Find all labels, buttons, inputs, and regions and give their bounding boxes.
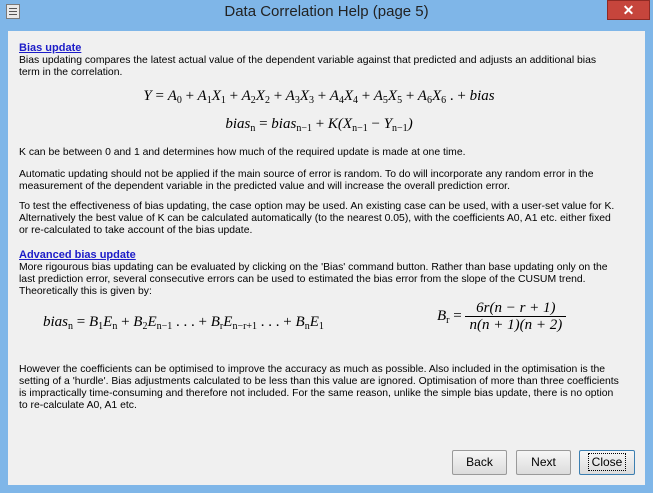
help-content-panel bbox=[8, 31, 645, 485]
window-title: Data Correlation Help (page 5) bbox=[224, 3, 429, 20]
br-denominator: n(n + 1)(n + 2) bbox=[469, 317, 563, 333]
eq-bias-lhs: bias bbox=[225, 116, 251, 132]
equation-br: $B_r$ = $\frac{6r(n - r + 1)}{n(n + 1)(n + 2)}$ bbox=[437, 302, 566, 331]
advanced-equations-row bbox=[19, 298, 619, 356]
equation-bias-advanced: bias$_n$ = $B_1E_n + B_2E_{n-1}$ . . . + $B_rE_{n-r+1}$ . . . + $B_nE_1$ bbox=[43, 314, 324, 332]
back-button[interactable]: Back bbox=[452, 450, 507, 475]
title-bar[interactable] bbox=[0, 0, 653, 24]
help-text bbox=[19, 42, 619, 412]
optimisation-text: However the coefficients can be optimised to improve the accuracy as much as possible. Also included in the optimisation is the setting of a 'hurdle'. Bias adjustments calculated to be less than this value are ignored. Optimisation of more than three coefficients is impractically time-consuming and therefore not included. For the same reason, unlike the simple bias update, there is no option to re-calculate A0, A1 etc. bbox=[19, 364, 619, 411]
auto-update-text: Automatic updating should not be applied if the main source of error is random. To do will incorporate any random error in the measurement of the dependent variable in the predicted value and will increase the overall prediction error. bbox=[19, 169, 594, 192]
test-effectiveness-text: To test the effectiveness of bias updating, the case option may be used. An existing case can be used, with a user-set value for K. Alternatively the best value of K can be calculated automatically (to the nearest 0.05), with the coefficients A0, A1 etc. either fixed or re-calculated to take account of the bias update. bbox=[19, 201, 615, 236]
bias-update-intro: Bias updating compares the latest actual value of the dependent variable against that predicted and adjusts an additional bias term in the correlation. bbox=[19, 55, 597, 78]
k-range-text: K can be between 0 and 1 and determines how much of the required update is made at one time. bbox=[19, 147, 466, 158]
eq-br-lhs: B bbox=[437, 307, 447, 324]
close-button-label: Close bbox=[591, 455, 623, 469]
advanced-bias-update-heading[interactable]: Advanced bias update bbox=[19, 249, 136, 261]
close-button[interactable] bbox=[579, 450, 635, 475]
br-numerator: 6r(n − r + 1) bbox=[465, 302, 566, 317]
equation-y: $Y = A_0 + A_1X_1 + A_2X_2 + A_3X_3 + A_4X_4 + A_5X_5 + A_6X_6$ . + bias bbox=[143, 88, 495, 106]
br-fraction bbox=[465, 302, 566, 331]
advanced-intro: More rigourous bias updating can be evaluated by clicking on the 'Bias' command button. Rather than base updating only on the last prediction error, several consecutive errors can be used to estimated the bias error from the slope of the CUSUM trend. Theoretically this is given by: bbox=[19, 262, 608, 297]
eq-adv-lhs: bias bbox=[43, 314, 69, 330]
bias-update-heading[interactable]: Bias update bbox=[19, 42, 82, 54]
window-close-button[interactable]: ✕ bbox=[607, 0, 650, 20]
equation-bias: bias$_n$ = bias$_{n-1}$ + $K(X_{n-1} - Y_{n-1})$ bbox=[225, 116, 413, 134]
eq-y-lhs: Y bbox=[143, 88, 152, 104]
next-button[interactable]: Next bbox=[516, 450, 571, 475]
